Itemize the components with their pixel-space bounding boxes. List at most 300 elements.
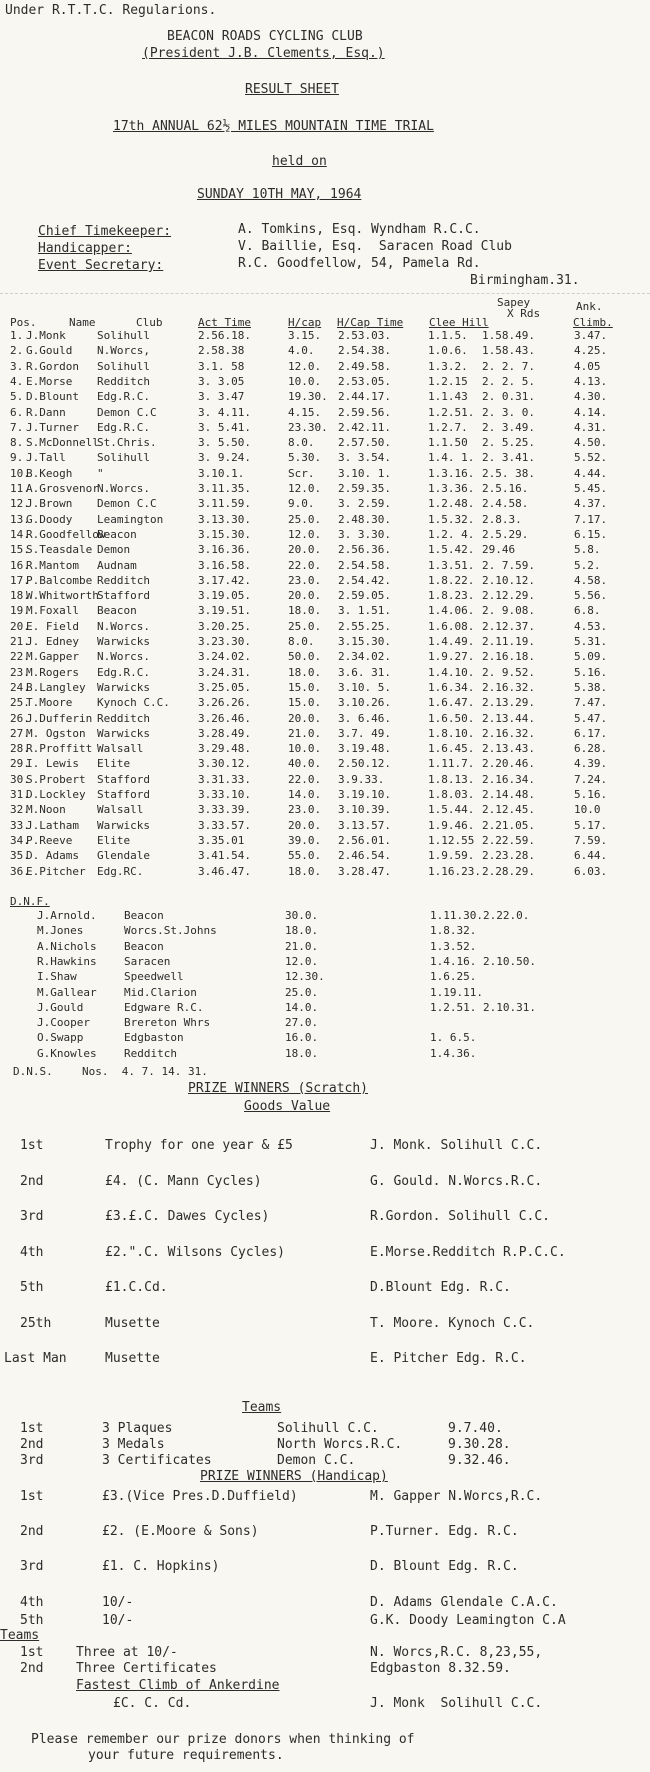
col-header-ank: Ank.: [576, 300, 603, 313]
dnf-club: Redditch: [124, 1046, 177, 1060]
row-clee-hill: 1.2.15: [428, 374, 468, 388]
row-hcap-time: 2.50.12.: [338, 757, 391, 771]
dnf-club: Edgware R.C.: [124, 1000, 204, 1014]
row-club: Redditch: [97, 573, 150, 587]
row-clee-hill: 1.4.49.: [428, 635, 475, 648]
row-hcap-time: 3.10.26.: [338, 696, 391, 710]
row-hcap-time: 2.44.17.: [338, 390, 391, 404]
prize-winner: D. Blount Edg. R.C.: [370, 1559, 519, 1574]
team-club: Solihull C.C.: [277, 1421, 379, 1436]
dnf-club: Speedwell: [124, 970, 184, 984]
row-ankerdine-climb: 4.37.: [574, 497, 608, 511]
team-winner: Edgbaston 8.32.59.: [370, 1661, 511, 1676]
row-sapey-x-rds: 2. 3. 0.: [482, 405, 535, 419]
row-clee-hill: 1.4. 1.: [428, 451, 475, 465]
handicap-teams-title: Teams: [0, 1628, 40, 1643]
row-position: 17.: [10, 573, 30, 587]
row-ankerdine-climb: 5.2.: [574, 558, 601, 572]
fastest-climb-winner: J. Monk Solihull C.C.: [370, 1696, 543, 1711]
row-hcap-time: 3.10.39.: [338, 803, 391, 817]
row-position: 31.: [10, 788, 30, 801]
row-hcap: 18.0.: [288, 864, 322, 878]
row-name: M.Rogers: [26, 665, 79, 679]
row-ankerdine-climb: 7.59.: [574, 833, 608, 847]
row-name: J.Latham: [26, 818, 79, 832]
goods-value-heading: Goods Value: [244, 1099, 331, 1114]
section-divider: [0, 293, 650, 294]
row-hcap: 20.0.: [288, 589, 322, 603]
row-hcap: 18.0.: [288, 665, 322, 679]
row-club: N.Worcs.: [97, 650, 150, 664]
row-sapey-x-rds: 29.46: [482, 543, 516, 557]
row-hcap: 4.15.: [288, 405, 322, 419]
dnf-name: J.Gould: [37, 1000, 84, 1014]
row-ankerdine-climb: 4.39.: [574, 757, 608, 771]
row-club: Stafford: [97, 772, 150, 786]
row-position: 5.: [10, 390, 24, 404]
row-position: 10.: [10, 466, 30, 480]
row-club: Redditch: [97, 711, 150, 725]
row-ankerdine-climb: 4.53.: [574, 619, 608, 633]
row-sapey-x-rds: 2.16.18.: [482, 650, 535, 664]
row-sapey-x-rds: 1.58.43.: [482, 344, 535, 358]
row-club: Audnam: [97, 558, 137, 572]
row-clee-hill: 1.1.43: [428, 390, 468, 404]
row-name: M. Ogston: [26, 726, 86, 740]
row-act-time: 3.11.59.: [198, 497, 251, 511]
team-club: Demon C.C.: [277, 1453, 356, 1468]
fastest-climb-title: Fastest Climb of Ankerdine: [76, 1678, 280, 1693]
row-hcap: 18.0.: [288, 604, 322, 618]
row-hcap-time: 2.48.30.: [338, 512, 391, 526]
row-act-time: 3.41.54.: [198, 849, 251, 863]
row-ankerdine-climb: 4.44.: [574, 466, 608, 480]
row-hcap: 25.0.: [288, 512, 322, 526]
row-act-time: 3.19.05.: [198, 589, 251, 603]
row-ankerdine-climb: 5.52.: [574, 451, 608, 465]
row-sapey-x-rds: 2.10.12.: [482, 573, 535, 587]
prize-place: 1st: [20, 1489, 44, 1504]
dnf-club: Edgbaston: [124, 1031, 184, 1045]
row-club: Redditch: [97, 374, 150, 388]
row-name: B.Keogh: [26, 466, 73, 480]
row-hcap-time: 3.13.57.: [338, 818, 391, 832]
row-ankerdine-climb: 5.16.: [574, 788, 608, 801]
row-name: M.Foxall: [26, 604, 79, 618]
row-position: 20.: [10, 619, 30, 633]
dnf-split-times: 1.4.36.: [430, 1046, 477, 1060]
team-prize: Three at 10/-: [76, 1645, 178, 1660]
row-hcap-time: 3.19.48.: [338, 742, 391, 756]
row-ankerdine-climb: 5.38.: [574, 680, 608, 694]
row-hcap-time: 3.10. 1.: [338, 466, 391, 480]
row-hcap-time: 3. 2.59.: [338, 497, 391, 511]
dnf-split-times: 1.4.16. 2.10.50.: [430, 954, 536, 968]
row-act-time: 2.56.18.: [198, 329, 251, 342]
dnf-name: A.Nichols: [37, 939, 97, 953]
row-clee-hill: 1.3.36.: [428, 482, 475, 495]
prize-place: Last Man: [4, 1351, 67, 1366]
row-hcap: 50.0.: [288, 650, 322, 664]
row-name: J.Brown: [26, 497, 73, 511]
prize-winner: D. Adams Glendale C.A.C.: [370, 1595, 558, 1610]
row-hcap-time: 2.56.36.: [338, 543, 391, 557]
row-hcap: 19.30.: [288, 390, 328, 404]
row-clee-hill: 1.1.5.: [428, 329, 468, 342]
dnf-name: R.Hawkins: [37, 954, 97, 968]
prize-winner: D.Blount Edg. R.C.: [370, 1280, 511, 1295]
row-clee-hill: 1.8.22.: [428, 573, 475, 587]
row-act-time: 3.16.58.: [198, 558, 251, 572]
row-act-time: 3.17.42.: [198, 573, 251, 587]
row-position: 21.: [10, 635, 30, 648]
team-prize: Three Certificates: [76, 1661, 217, 1676]
prize-winner: E. Pitcher Edg. R.C.: [370, 1351, 527, 1366]
row-club: Solihull: [97, 451, 150, 465]
row-position: 24.: [10, 680, 30, 694]
row-hcap: Scr.: [288, 466, 315, 480]
row-clee-hill: 1.8.13.: [428, 772, 475, 786]
row-name: G.Doody: [26, 512, 73, 526]
prize-description: £2.".C. Wilsons Cycles): [105, 1244, 286, 1260]
dnf-split-times: 1.6.25.: [430, 970, 477, 984]
row-clee-hill: 1.12.55: [428, 833, 475, 847]
row-ankerdine-climb: 4.31.: [574, 420, 608, 434]
prize-place: 4th: [20, 1244, 44, 1260]
row-sapey-x-rds: 2.8.3.: [482, 512, 522, 526]
row-ankerdine-climb: 5.09.: [574, 650, 608, 664]
prize-description: £1.C.Cd.: [105, 1280, 168, 1295]
row-club: N.Worcs.: [97, 619, 150, 633]
row-hcap-time: 3.28.47.: [338, 864, 391, 878]
row-position: 11.: [10, 482, 30, 495]
footer-note-line2: your future requirements.: [88, 1748, 284, 1763]
row-hcap: 9.0.: [288, 497, 315, 511]
row-clee-hill: 1.5.32.: [428, 512, 475, 526]
row-name: S.Probert: [26, 772, 86, 786]
dns-label: D.N.S.: [13, 1065, 53, 1078]
row-club: Demon C.C: [97, 497, 157, 511]
row-sapey-x-rds: 2. 2. 7.: [482, 359, 535, 373]
row-club: St.Chris.: [97, 436, 157, 450]
row-name: R.Gordon: [26, 359, 79, 373]
row-hcap-time: 2.42.11.: [338, 420, 391, 434]
dnf-hcap: 30.0.: [285, 909, 319, 922]
row-position: 6.: [10, 405, 24, 419]
row-position: 29.: [10, 757, 30, 771]
row-hcap: 20.0.: [288, 543, 322, 557]
row-ankerdine-climb: 6.17.: [574, 726, 608, 740]
row-hcap: 25.0.: [288, 619, 322, 633]
row-position: 35.: [10, 849, 30, 863]
row-ankerdine-climb: 5.56.: [574, 589, 608, 603]
row-clee-hill: 1.0.6.: [428, 344, 468, 358]
team-place: 1st: [20, 1421, 44, 1436]
row-club: Elite: [97, 757, 131, 771]
prize-winner: M. Gapper N.Worcs,R.C.: [370, 1489, 543, 1504]
dnf-hcap: 12.30.: [285, 970, 325, 984]
row-name: M.Noon: [26, 803, 66, 817]
row-ankerdine-climb: 6.8.: [574, 604, 601, 618]
dnf-hcap: 14.0.: [285, 1000, 319, 1014]
row-hcap-time: 2.54.38.: [338, 344, 391, 358]
official-role-timekeeper: Chief Timekeeper:: [38, 224, 172, 239]
row-club: Solihull: [97, 329, 150, 342]
prize-description: Trophy for one year & £5: [105, 1138, 293, 1153]
row-sapey-x-rds: 2.13.44.: [482, 711, 535, 725]
row-hcap-time: 2.46.54.: [338, 849, 391, 863]
row-act-time: 3.28.49.: [198, 726, 251, 740]
row-club: Kynoch C.C.: [97, 696, 170, 710]
row-position: 22.: [10, 650, 30, 664]
dnf-split-times: 1.19.11.: [430, 985, 483, 999]
row-name: E. Field: [26, 619, 79, 633]
col-header-x-rds: X Rds: [507, 307, 541, 320]
row-club: Warwicks: [97, 635, 150, 648]
row-hcap: 12.0.: [288, 359, 322, 373]
dnf-club: Beacon: [124, 909, 164, 922]
row-club: Stafford: [97, 589, 150, 603]
row-sapey-x-rds: 2.13.29.: [482, 696, 535, 710]
dnf-name: J.Arnold.: [37, 909, 97, 922]
row-club: Glendale: [97, 849, 150, 863]
row-name: B.Langley: [26, 680, 86, 694]
row-club: Elite: [97, 833, 131, 847]
row-act-time: 3.20.25.: [198, 619, 251, 633]
row-ankerdine-climb: 5.8.: [574, 543, 601, 557]
row-name: W.Whitworth: [26, 589, 99, 603]
prize-description: £4. (C. Mann Cycles): [105, 1173, 262, 1189]
dnf-split-times: 1.8.32.: [430, 924, 477, 938]
row-name: J. Edney: [26, 635, 79, 648]
dnf-label: D.N.F.: [10, 895, 50, 908]
prize-place: 3rd: [20, 1559, 44, 1574]
row-ankerdine-climb: 4.50.: [574, 436, 608, 450]
row-hcap: 20.0.: [288, 711, 322, 725]
row-position: 28.: [10, 742, 30, 756]
team-place: 2nd: [20, 1437, 44, 1452]
row-position: 32.: [10, 803, 30, 817]
row-club: Edg.RC.: [97, 864, 144, 878]
row-act-time: 3.26.26.: [198, 696, 251, 710]
col-header-hcap: H/cap: [288, 316, 322, 329]
col-header-name: Name: [69, 316, 96, 329]
row-hcap-time: 3.10. 5.: [338, 680, 391, 694]
row-position: 33.: [10, 818, 30, 832]
prize-place: 5th: [20, 1613, 44, 1628]
row-name: J.Turner: [26, 420, 79, 434]
row-name: R.Proffitt: [26, 742, 93, 756]
club-name: BEACON ROADS CYCLING CLUB: [167, 29, 363, 44]
dnf-hcap: 16.0.: [285, 1031, 319, 1045]
prize-winner: G. Gould. N.Worcs.R.C.: [370, 1173, 543, 1189]
row-position: 15.: [10, 543, 30, 557]
row-position: 8.: [10, 436, 24, 450]
row-hcap: 14.0.: [288, 788, 322, 801]
dnf-name: M.Jones: [37, 924, 84, 938]
row-position: 12.: [10, 497, 30, 511]
row-hcap: 20.0.: [288, 818, 322, 832]
dnf-hcap: 18.0.: [285, 924, 319, 938]
row-hcap-time: 2.56.01.: [338, 833, 391, 847]
row-ankerdine-climb: 5.31.: [574, 635, 608, 648]
row-position: 18.: [10, 589, 30, 603]
scratch-teams-title: Teams: [242, 1400, 282, 1415]
col-header-pos: Pos.: [10, 316, 37, 329]
row-hcap-time: 3. 3.54.: [338, 451, 391, 465]
row-hcap-time: 3.9.33.: [338, 772, 385, 786]
row-position: 1.: [10, 329, 24, 342]
row-name: G.Gould: [26, 344, 73, 358]
row-hcap: 10.0.: [288, 742, 322, 756]
official-role-handicapper: Handicapper:: [38, 241, 132, 256]
row-hcap: 12.0.: [288, 527, 322, 541]
dnf-club: Worcs.St.Johns: [124, 924, 217, 938]
row-clee-hill: 1.2.7.: [428, 420, 468, 434]
row-hcap: 39.0.: [288, 833, 322, 847]
row-ankerdine-climb: 4.25.: [574, 344, 608, 358]
prize-winner: R.Gordon. Solihull C.C.: [370, 1209, 551, 1224]
row-name: D. Adams: [26, 849, 79, 863]
row-hcap-time: 3.15.30.: [338, 635, 391, 648]
row-act-time: 3.26.46.: [198, 711, 251, 725]
row-act-time: 3.13.30.: [198, 512, 251, 526]
row-position: 4.: [10, 374, 24, 388]
row-hcap: 55.0.: [288, 849, 322, 863]
row-hcap: 10.0.: [288, 374, 322, 388]
row-sapey-x-rds: 2.11.19.: [482, 635, 535, 648]
row-club: Warwicks: [97, 680, 150, 694]
row-act-time: 3.1. 58: [198, 359, 245, 373]
row-sapey-x-rds: 2.16.32.: [482, 726, 535, 740]
row-hcap-time: 2.59.56.: [338, 405, 391, 419]
row-clee-hill: 1.4.10.: [428, 665, 475, 679]
row-sapey-x-rds: 2. 5.25.: [482, 436, 535, 450]
team-place: 1st: [20, 1645, 44, 1660]
col-header-clee-hill: Clee Hill: [429, 316, 489, 329]
document-title: RESULT SHEET: [245, 82, 339, 97]
scratch-prizes-title: PRIZE WINNERS (Scratch): [188, 1081, 369, 1096]
row-ankerdine-climb: 6.03.: [574, 864, 608, 878]
official-detail-handicapper: V. Baillie, Esq. Saracen Road Club: [238, 239, 512, 254]
row-hcap-time: 2.59.05.: [338, 589, 391, 603]
row-ankerdine-climb: 4.05: [574, 359, 601, 373]
row-name: J.Tall: [26, 451, 66, 465]
dnf-club: Mid.Clarion: [124, 985, 197, 999]
row-sapey-x-rds: 2.21.05.: [482, 818, 535, 832]
row-sapey-x-rds: 2.5. 38.: [482, 466, 535, 480]
row-club: ": [97, 466, 104, 480]
row-hcap: 3.15.: [288, 329, 322, 342]
team-winner: N. Worcs,R.C. 8,23,55,: [370, 1645, 543, 1660]
row-clee-hill: 1.5.42.: [428, 543, 475, 557]
row-act-time: 3.15.30.: [198, 527, 251, 541]
row-sapey-x-rds: 2.16.34.: [482, 772, 535, 786]
row-sapey-x-rds: 2. 9.52.: [482, 665, 535, 679]
regulations-note: Under R.T.T.C. Regularions.: [5, 3, 217, 18]
row-act-time: 3.31.33.: [198, 772, 251, 786]
row-hcap-time: 3. 6.46.: [338, 711, 391, 725]
row-position: 36.: [10, 864, 30, 878]
row-position: 7.: [10, 420, 24, 434]
row-position: 25.: [10, 696, 30, 710]
row-name: S.McDonnell: [26, 436, 99, 450]
dns-numbers: Nos. 4. 7. 14. 31.: [82, 1065, 208, 1078]
row-position: 23.: [10, 665, 30, 679]
team-prize: 3 Plaques: [102, 1421, 173, 1436]
row-clee-hill: 1.1.50: [428, 436, 468, 450]
row-act-time: 3.24.31.: [198, 665, 251, 679]
row-act-time: 3. 4.11.: [198, 405, 251, 419]
row-ankerdine-climb: 6.28.: [574, 742, 608, 756]
fastest-climb-prize: £C. C. Cd.: [113, 1696, 192, 1711]
row-hcap: 21.0.: [288, 726, 322, 740]
row-clee-hill: 1.8.23.: [428, 589, 475, 603]
row-act-time: 3.33.10.: [198, 788, 251, 801]
row-ankerdine-climb: 5.16.: [574, 665, 608, 679]
dnf-hcap: 25.0.: [285, 985, 319, 999]
dnf-name: J.Cooper: [37, 1016, 90, 1030]
dnf-hcap: 21.0.: [285, 939, 319, 953]
row-ankerdine-climb: 3.47.: [574, 329, 608, 342]
row-name: T.Moore: [26, 696, 73, 710]
row-act-time: 3.46.47.: [198, 864, 251, 878]
row-sapey-x-rds: 2.12.45.: [482, 803, 535, 817]
row-clee-hill: 1.9.27.: [428, 650, 475, 664]
row-name: M.Gapper: [26, 650, 79, 664]
row-hcap: 15.0.: [288, 696, 322, 710]
row-act-time: 3. 9.24.: [198, 451, 251, 465]
row-clee-hill: 1.6.08.: [428, 619, 475, 633]
row-position: 34.: [10, 833, 30, 847]
row-sapey-x-rds: 2. 7.59.: [482, 558, 535, 572]
row-sapey-x-rds: 2.5.16.: [482, 482, 529, 495]
prize-place: 2nd: [20, 1173, 44, 1189]
row-sapey-x-rds: 2. 2. 5.: [482, 374, 535, 388]
team-prize: 3 Medals: [102, 1437, 165, 1452]
row-ankerdine-climb: 6.15.: [574, 527, 608, 541]
row-hcap-time: 3.6. 31.: [338, 665, 391, 679]
row-clee-hill: 1.3.51.: [428, 558, 475, 572]
handicap-prizes-title: PRIZE WINNERS (Handicap): [200, 1469, 388, 1484]
row-hcap-time: 2.54.58.: [338, 558, 391, 572]
prize-winner: P.Turner. Edg. R.C.: [370, 1524, 519, 1539]
row-clee-hill: 1.5.44.: [428, 803, 475, 817]
row-sapey-x-rds: 2.13.43.: [482, 742, 535, 756]
row-act-time: 3.24.02.: [198, 650, 251, 664]
held-on-label: held on: [272, 154, 327, 169]
prize-description: 10/-: [102, 1613, 134, 1628]
row-hcap-time: 2.49.58.: [338, 359, 391, 373]
row-hcap-time: 2.55.25.: [338, 619, 391, 633]
row-hcap: 23.30.: [288, 420, 328, 434]
dnf-split-times: 1.11.30.2.22.0.: [430, 909, 530, 922]
row-hcap-time: 2.57.50.: [338, 436, 391, 450]
row-name: S.Teasdale: [26, 543, 93, 557]
row-act-time: 3. 3.47: [198, 390, 245, 404]
team-place: 2nd: [20, 1661, 44, 1676]
row-club: Edg.R.C.: [97, 390, 150, 404]
row-sapey-x-rds: 2.12.37.: [482, 619, 535, 633]
row-hcap: 22.0.: [288, 558, 322, 572]
row-clee-hill: 1.6.45.: [428, 742, 475, 756]
row-clee-hill: 1.6.50.: [428, 711, 475, 725]
row-name: J.Monk: [26, 329, 66, 342]
prize-place: 2nd: [20, 1524, 44, 1539]
row-sapey-x-rds: 2.5.29.: [482, 527, 529, 541]
row-ankerdine-climb: 5.47.: [574, 711, 608, 725]
prize-winner: J. Monk. Solihull C.C.: [370, 1138, 543, 1153]
